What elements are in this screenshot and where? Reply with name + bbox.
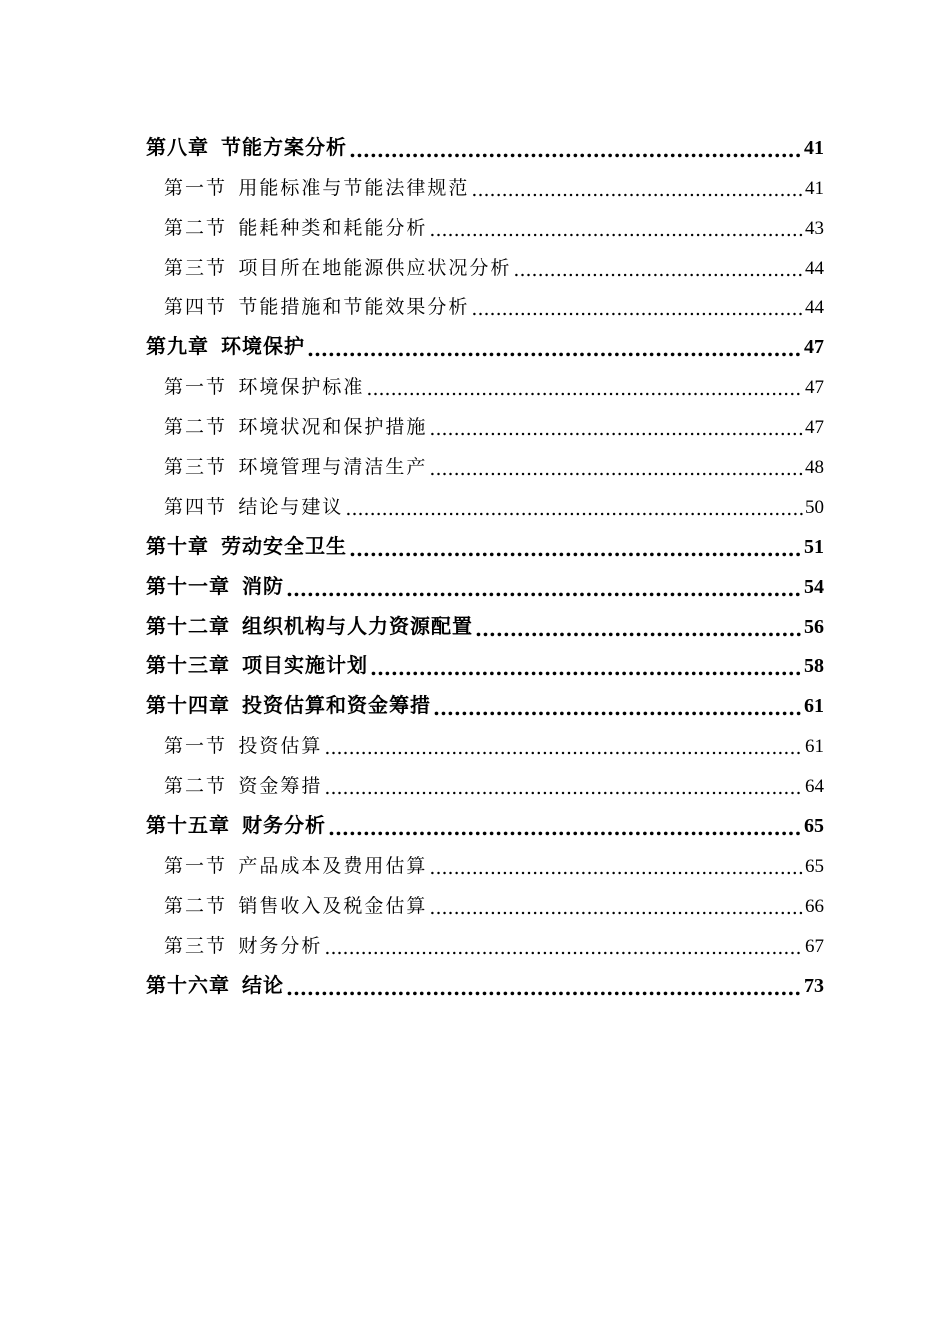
- section-title: 投资估算: [238, 735, 323, 758]
- page-number: 61: [804, 695, 824, 718]
- chapter-number: 第八章: [146, 134, 209, 159]
- dot-leader: [324, 939, 803, 958]
- dot-leader: [349, 140, 802, 160]
- page-number: 43: [805, 217, 824, 239]
- page-number: 56: [804, 615, 824, 638]
- dot-leader: [286, 579, 802, 599]
- chapter-number: 第十章: [146, 533, 209, 558]
- chapter-number: 第十三章: [146, 653, 230, 678]
- page-number: 47: [805, 377, 824, 399]
- section-title: 结论与建议: [238, 495, 344, 518]
- page-number: 51: [804, 535, 824, 558]
- page-number: 50: [805, 496, 824, 518]
- section-number: 第二节: [164, 216, 228, 239]
- section-title: 节能措施和节能效果分析: [238, 296, 470, 319]
- page-number: 65: [805, 855, 824, 877]
- toc-entry[interactable]: [146, 167, 824, 207]
- page-number: 67: [805, 935, 824, 957]
- toc-entry[interactable]: [146, 366, 824, 406]
- dot-leader: [429, 420, 803, 439]
- page-number: 65: [804, 815, 824, 838]
- section-title: 环境状况和保护措施: [238, 416, 428, 439]
- page-number: 66: [805, 895, 824, 917]
- dot-leader: [345, 500, 803, 519]
- section-number: 第三节: [164, 934, 228, 957]
- toc-entry[interactable]: [146, 885, 824, 925]
- dot-leader: [324, 739, 803, 758]
- chapter-title: 投资估算和资金筹措: [242, 693, 431, 718]
- page-number: 47: [805, 417, 824, 439]
- table-of-contents: [146, 127, 824, 1005]
- dot-leader: [286, 978, 802, 998]
- page-number: 73: [804, 974, 824, 997]
- section-number: 第四节: [164, 296, 228, 319]
- chapter-title: 财务分析: [242, 813, 326, 838]
- dot-leader: [429, 460, 803, 479]
- dot-leader: [475, 619, 802, 639]
- toc-entry[interactable]: [146, 566, 824, 606]
- toc-entry[interactable]: [146, 446, 824, 486]
- chapter-title: 劳动安全卫生: [221, 533, 347, 558]
- section-number: 第二节: [164, 894, 228, 917]
- toc-entry[interactable]: [146, 725, 824, 765]
- dot-leader: [429, 859, 803, 878]
- toc-entry[interactable]: [146, 247, 824, 287]
- chapter-number: 第十一章: [146, 573, 230, 598]
- toc-entry[interactable]: [146, 486, 824, 526]
- section-title: 资金筹措: [238, 775, 323, 798]
- dot-leader: [370, 658, 802, 678]
- section-title: 环境管理与清洁生产: [238, 456, 428, 479]
- dot-leader: [324, 779, 803, 798]
- page-number: 41: [804, 136, 824, 159]
- toc-entry[interactable]: [146, 965, 824, 1005]
- page-number: 61: [805, 736, 824, 758]
- dot-leader: [429, 221, 803, 240]
- page-number: 48: [805, 457, 824, 479]
- section-title: 财务分析: [238, 934, 323, 957]
- chapter-title: 环境保护: [221, 334, 305, 359]
- toc-entry[interactable]: [146, 685, 824, 725]
- section-number: 第一节: [164, 854, 228, 877]
- toc-entry[interactable]: [146, 845, 824, 885]
- section-number: 第一节: [164, 735, 228, 758]
- section-number: 第二节: [164, 416, 228, 439]
- chapter-number: 第十二章: [146, 613, 230, 638]
- dot-leader: [429, 899, 803, 918]
- toc-entry[interactable]: [146, 127, 824, 167]
- chapter-title: 组织机构与人力资源配置: [242, 613, 473, 638]
- section-number: 第三节: [164, 456, 228, 479]
- toc-entry[interactable]: [146, 326, 824, 366]
- chapter-title: 结论: [242, 972, 284, 997]
- section-number: 第二节: [164, 775, 228, 798]
- toc-entry[interactable]: [146, 526, 824, 566]
- page-number: 58: [804, 655, 824, 678]
- page-number: 47: [804, 336, 824, 359]
- dot-leader: [471, 181, 803, 200]
- toc-entry[interactable]: [146, 805, 824, 845]
- page-number: 41: [805, 177, 824, 199]
- dot-leader: [328, 818, 802, 838]
- toc-entry[interactable]: [146, 207, 824, 247]
- page-number: 44: [805, 257, 824, 279]
- toc-entry[interactable]: [146, 406, 824, 446]
- chapter-title: 消防: [242, 573, 284, 598]
- chapter-number: 第十六章: [146, 972, 230, 997]
- page-number: 64: [805, 776, 824, 798]
- section-title: 环境保护标准: [238, 376, 365, 399]
- toc-entry[interactable]: [146, 606, 824, 646]
- chapter-number: 第九章: [146, 334, 209, 359]
- section-number: 第一节: [164, 176, 228, 199]
- toc-entry[interactable]: [146, 287, 824, 327]
- section-number: 第四节: [164, 495, 228, 518]
- dot-leader: [471, 300, 803, 319]
- chapter-number: 第十四章: [146, 693, 230, 718]
- section-number: 第三节: [164, 256, 228, 279]
- section-title: 能耗种类和耗能分析: [238, 216, 428, 239]
- dot-leader: [513, 261, 803, 280]
- toc-entry[interactable]: [146, 646, 824, 686]
- chapter-title: 项目实施计划: [242, 653, 368, 678]
- toc-entry[interactable]: [146, 765, 824, 805]
- page-number: 44: [805, 297, 824, 319]
- chapter-number: 第十五章: [146, 813, 230, 838]
- chapter-title: 节能方案分析: [221, 134, 347, 159]
- section-title: 销售收入及税金估算: [238, 894, 428, 917]
- dot-leader: [307, 339, 802, 359]
- dot-leader: [433, 698, 802, 718]
- toc-entry[interactable]: [146, 925, 824, 965]
- page-number: 54: [804, 575, 824, 598]
- section-title: 产品成本及费用估算: [238, 854, 428, 877]
- section-title: 用能标准与节能法律规范: [238, 176, 470, 199]
- section-number: 第一节: [164, 376, 228, 399]
- section-title: 项目所在地能源供应状况分析: [238, 256, 512, 279]
- dot-leader: [366, 380, 803, 399]
- dot-leader: [349, 539, 802, 559]
